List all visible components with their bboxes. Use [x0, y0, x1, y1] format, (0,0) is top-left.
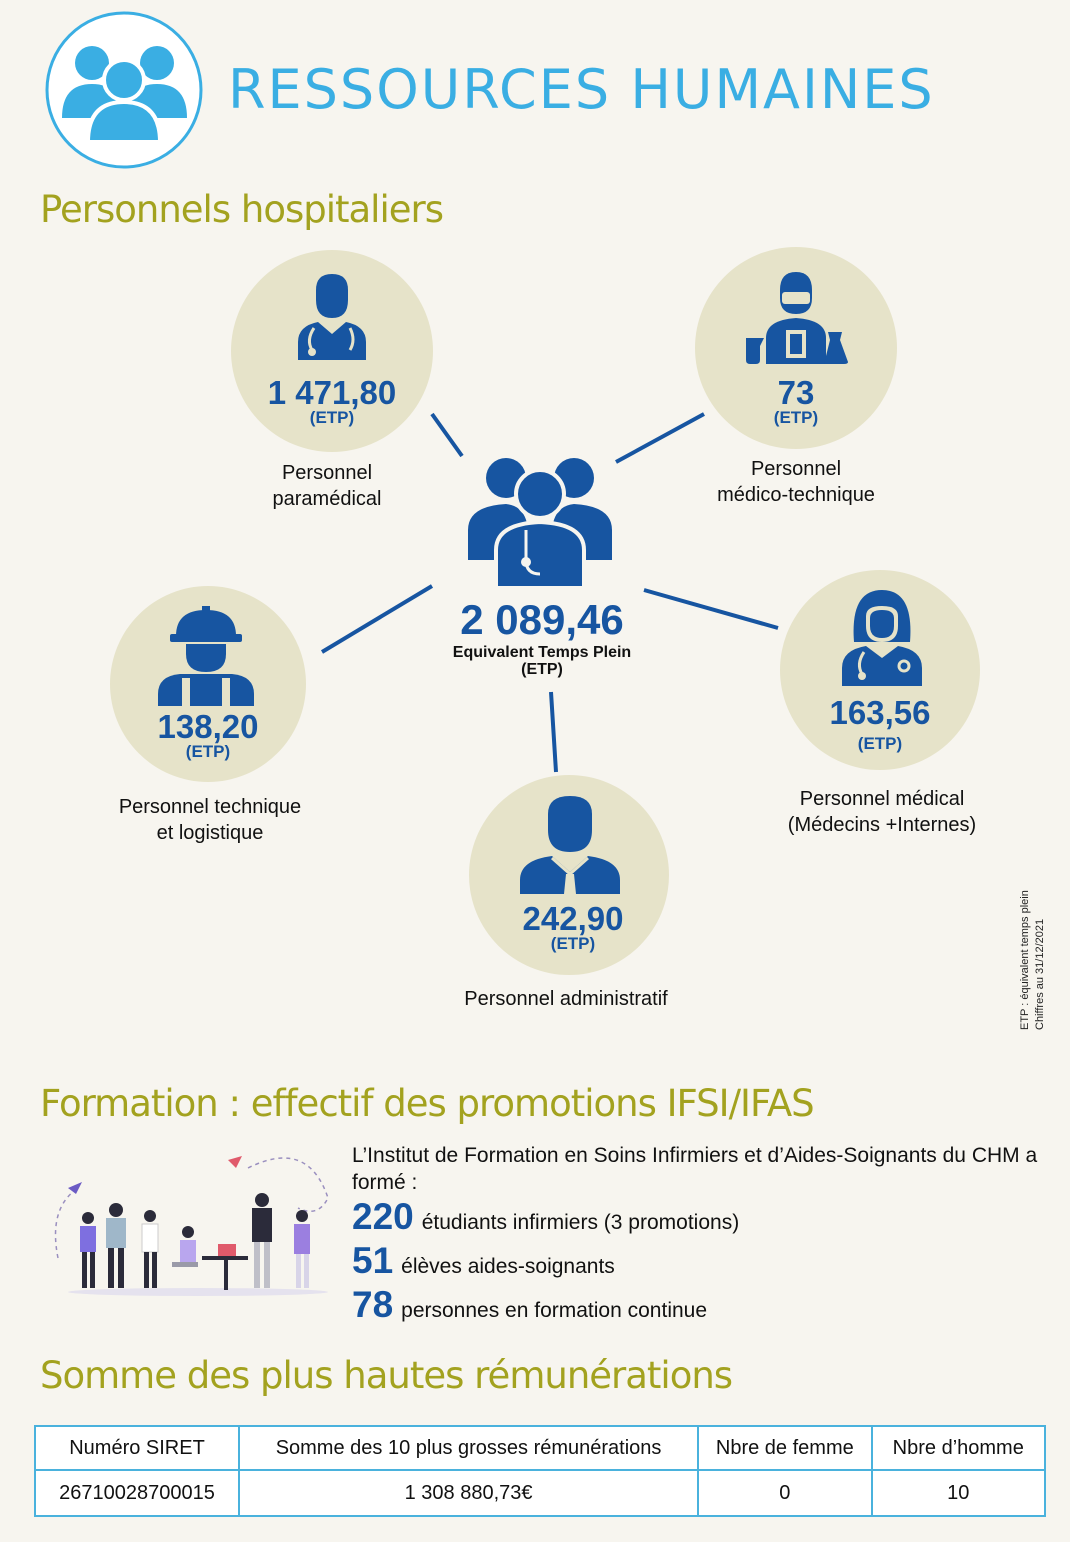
female-doctor-icon — [838, 586, 926, 686]
worker-helmet-icon — [156, 602, 256, 706]
lab-technician-icon — [744, 268, 848, 368]
section-title-formation: Formation : effectif des promotions IFSI/IFAS — [40, 1082, 814, 1125]
label-line: médico-technique — [717, 484, 875, 506]
section-title-remunerations: Somme des plus hautes rémunérations — [40, 1354, 733, 1397]
label-technique — [90, 794, 330, 846]
label-line: Personnel médical — [799, 788, 965, 810]
label-line: paramédical — [272, 488, 382, 510]
section-title-personnels: Personnels hospitaliers — [40, 188, 443, 231]
value-medical: 163,56 — [829, 694, 931, 731]
note-line: ETP : équivalent temps plein — [1019, 890, 1031, 1030]
table-cell-siret: 26710028700015 — [35, 1470, 239, 1516]
stat-label: élèves aides-soignants — [401, 1255, 615, 1278]
table-row — [35, 1470, 1045, 1516]
label-line: Personnel — [750, 458, 842, 480]
students-illustration — [48, 1148, 338, 1298]
admin-person-icon — [518, 790, 622, 894]
value-paramedical: 1 471,80 — [267, 374, 397, 411]
stat-label: étudiants infirmiers (3 promotions) — [421, 1211, 740, 1234]
stat-value: 51 — [352, 1240, 394, 1281]
value-administratif: 242,90 — [522, 900, 624, 937]
value-technique: 138,20 — [157, 708, 259, 745]
label-line: Personnel technique — [118, 796, 302, 818]
etp-note — [1018, 890, 1048, 1030]
total-etp-value: 2 089,46 — [460, 596, 624, 643]
remunerations-table — [34, 1425, 1046, 1517]
medical-team-icon — [466, 450, 614, 590]
unit-paramedical: (ETP) — [309, 408, 355, 427]
total-etp-label: Equivalent Temps Plein (ETP) — [452, 644, 632, 678]
unit-medical: (ETP) — [857, 734, 903, 753]
table-header-cell: Nbre d’homme — [872, 1426, 1045, 1470]
page-title: RESSOURCES HUMAINES — [228, 58, 935, 121]
table-header-cell: Numéro SIRET — [35, 1426, 239, 1470]
unit-technique: (ETP) — [185, 742, 231, 761]
stat-etudiants — [352, 1196, 739, 1238]
note-line: Chiffres au 31/12/2021 — [1034, 918, 1046, 1030]
stat-label: personnes en formation continue — [401, 1299, 708, 1322]
table-cell-femmes: 0 — [698, 1470, 871, 1516]
label-paramedical — [207, 460, 447, 512]
label-line: Personnel — [281, 462, 373, 484]
label-medico-technique — [676, 456, 916, 508]
formation-intro: L’Institut de Formation en Soins Infirmiers et d’Aides-Soignants du CHM a formé : — [352, 1144, 1038, 1194]
label-line: Personnel administratif — [464, 988, 668, 1010]
nurse-male-icon — [292, 270, 372, 365]
stat-formation-continue — [352, 1284, 707, 1326]
label-administratif — [446, 986, 686, 1012]
table-header-cell: Somme des 10 plus grosses rémunérations — [239, 1426, 698, 1470]
table-cell-somme: 1 308 880,73€ — [239, 1470, 698, 1516]
table-header-cell: Nbre de femme — [698, 1426, 871, 1470]
stat-value: 78 — [352, 1284, 394, 1325]
label-line: (Médecins +Internes) — [787, 814, 977, 836]
value-medico-technique: 73 — [777, 374, 815, 411]
label-line: et logistique — [156, 822, 264, 844]
label-medical — [762, 786, 1002, 838]
unit-medico-technique: (ETP) — [773, 408, 819, 427]
table-header-row — [35, 1426, 1045, 1470]
unit-administratif: (ETP) — [550, 934, 596, 953]
table-cell-hommes: 10 — [872, 1470, 1045, 1516]
stat-value: 220 — [352, 1196, 414, 1237]
stat-aides-soignants — [352, 1240, 615, 1282]
